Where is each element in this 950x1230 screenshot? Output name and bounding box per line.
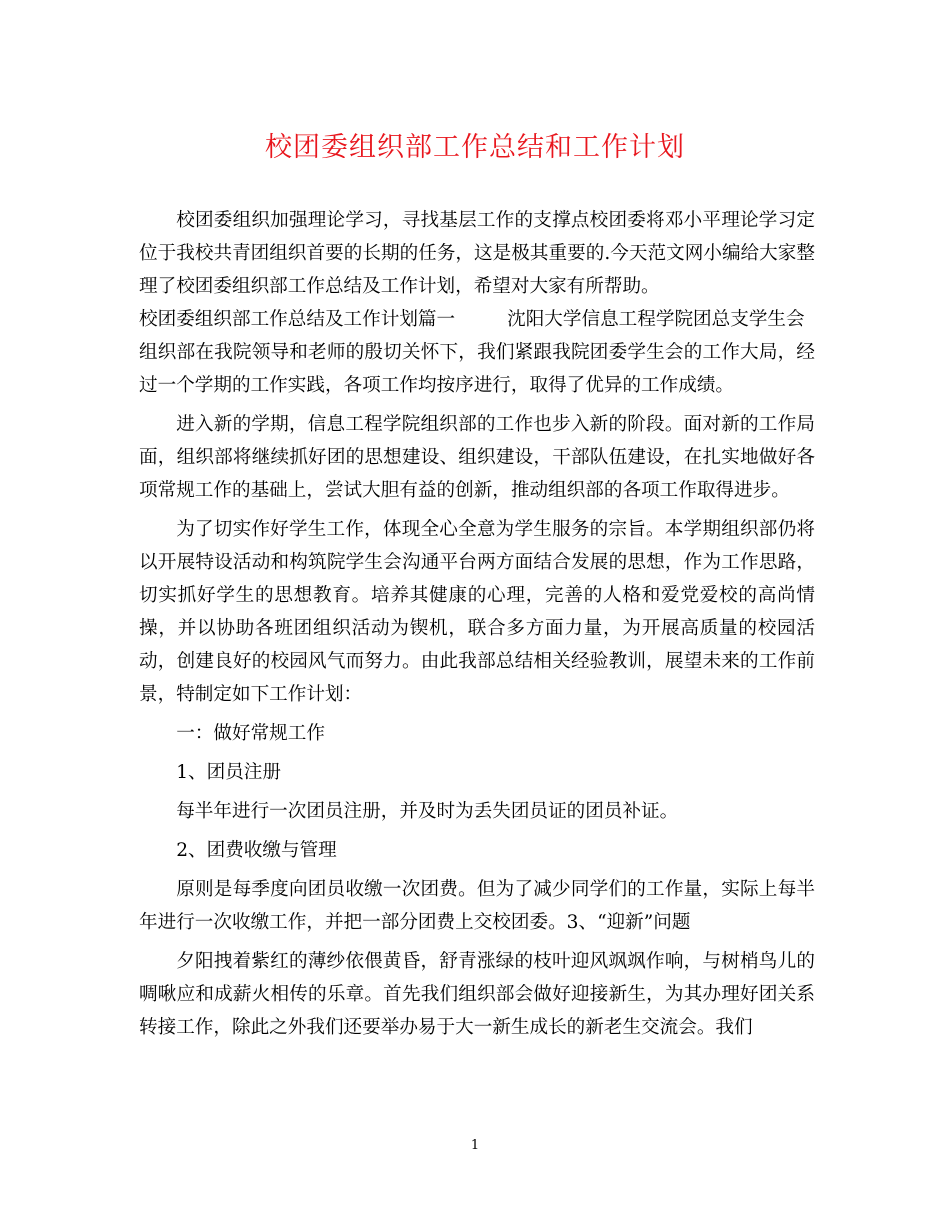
section-heading-left: 校团委组织部工作总结及工作计划篇一 bbox=[139, 309, 456, 330]
document-title: 校团委组织部工作总结和工作计划 bbox=[265, 132, 685, 163]
paragraph-welcome-new: 夕阳拽着紫红的薄纱依偎黄昏，舒青涨绿的枝叶迎风飒飒作响，与树梢鸟儿的啁啾应和成薪火相传的乐章。首先我们组织部会做好迎接新生，为其办理好团关系转接工作，除此之外我们还要举办易于大一新生成长的新老生交流会。我们 bbox=[139, 951, 815, 1038]
paragraph-fees-detail: 原则是每季度向团员收缴一次团费。但为了减少同学们的工作量，实际上每半年进行一次收缴工作，并把一部分团费上交校团委。3、“迎新”问题 bbox=[139, 879, 815, 933]
paragraph-item-registration: 1、团员注册 bbox=[176, 762, 281, 783]
section-heading-right: 沈阳大学信息工程学院团总支学生会 bbox=[507, 309, 805, 330]
section-heading-line bbox=[139, 303, 815, 336]
page-number: 1 bbox=[470, 1138, 480, 1153]
paragraph-registration-detail: 每半年进行一次团员注册，并及时为丢失团员证的团员补证。 bbox=[176, 801, 679, 822]
paragraph-intro: 校团委组织加强理论学习，寻找基层工作的支撑点校团委将邓小平理论学习定位于我校共青团组织首要的长期的任务，这是极其重要的.今天范文网小编给大家整理了校团委组织部工作总结及工作计划，希望对大家有所帮助。 bbox=[139, 210, 815, 297]
paragraph-new-semester: 进入新的学期，信息工程学院组织部的工作也步入新的阶段。面对新的工作局面，组织部将继续抓好团的思想建设、组织建设，干部队伍建设，在扎实地做好各项常规工作的基础上，尝试大胆有益的创新，推动组织部的各项工作取得进步。 bbox=[139, 414, 815, 501]
paragraph-student-work: 为了切实作好学生工作，体现全心全意为学生服务的宗旨。本学期组织部仍将以开展特设活动和构筑院学生会沟通平台两方面结合发展的思想，作为工作思路，切实抓好学生的思想教育。培养其健康的心理，完善的人格和爱党爱校的高尚情操，并以协助各班团组织活动为锲机，联合多方面力量，为开展高质量的校园活动，创建良好的校园风气而努力。由此我部总结相关经验教训，展望未来的工作前景，特制定如下工作计划： bbox=[139, 519, 815, 705]
paragraph-item-fees: 2、团费收缴与管理 bbox=[176, 840, 337, 861]
document-body bbox=[139, 204, 815, 1050]
paragraph-summary: 组织部在我院领导和老师的殷切关怀下，我们紧跟我院团委学生会的工作大局，经过一个学期的工作实践，各项工作均按序进行，取得了优异的工作成绩。 bbox=[139, 342, 815, 396]
paragraph-heading-routine: 一：做好常规工作 bbox=[176, 723, 325, 744]
